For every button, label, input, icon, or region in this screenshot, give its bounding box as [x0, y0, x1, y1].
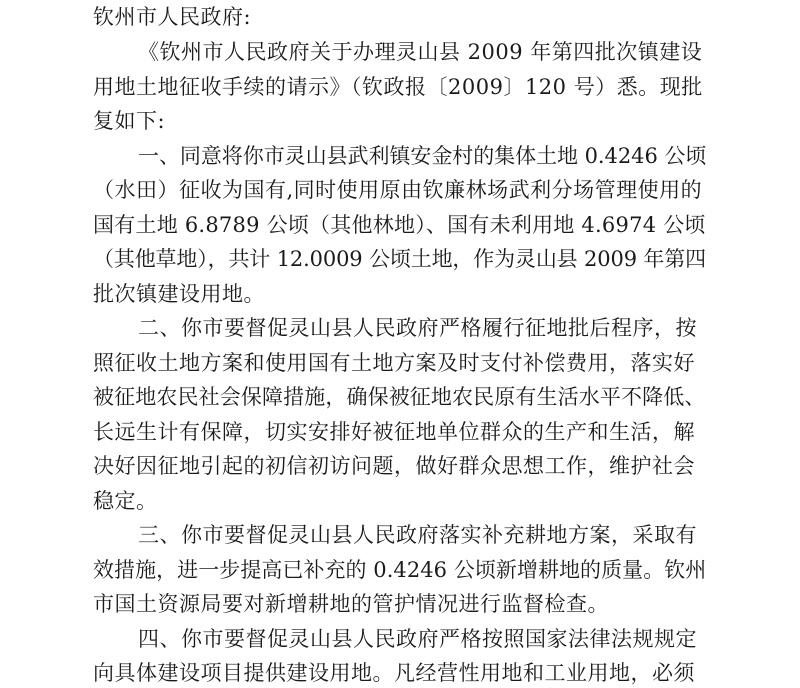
text-line: 稳定。 [93, 489, 158, 513]
text-line: 二、你市要督促灵山县人民政府严格履行征地批后程序，按 [138, 316, 697, 340]
text-line: 三、你市要督促灵山县人民政府落实补充耕地方案，采取有 [138, 523, 697, 547]
text-line: 被征地农民社会保障措施，确保被征地农民原有生活水平不降低、 [93, 385, 706, 409]
text-line: 长远生计有保障，切实安排好被征地单位群众的生产和生活，解 [93, 420, 695, 444]
text-line: 用地土地征收手续的请示》（钦政报〔2009〕120 号）悉。现批 [93, 75, 703, 99]
text-line: 《钦州市人民政府关于办理灵山县 2009 年第四批次镇建设 [138, 40, 703, 64]
text-line: （其他草地），共计 12.0009 公顷土地，作为灵山县 2009 年第四 [93, 247, 706, 271]
text-line: 一、同意将你市灵山县武利镇安金村的集体土地 0.4246 公顷 [138, 144, 707, 168]
text-line: 四、你市要督促灵山县人民政府严格按照国家法律法规规定 [138, 627, 697, 651]
text-line: 复如下: [93, 109, 166, 133]
text-line: 国有土地 6.8789 公顷（其他林地）、国有未利用地 4.6974 公顷 [93, 213, 706, 237]
text-line: 效措施，进一步提高已补充的 0.4246 公顷新增耕地的质量。钦州 [93, 558, 707, 582]
text-line: 市国土资源局要对新增耕地的管护情况进行监督检查。 [93, 592, 609, 616]
text-line: 照征收土地方案和使用国有土地方案及时支付补偿费用，落实好 [93, 351, 695, 375]
text-line: 决好因征地引起的初信初访问题，做好群众思想工作，维护社会 [93, 454, 695, 478]
text-line: 向具体建设项目提供建设用地。凡经营性用地和工业用地，必须 [93, 661, 695, 685]
text-line: 批次镇建设用地。 [93, 282, 265, 306]
text-line: （水田）征收为国有,同时使用原由钦廉林场武利分场管理使用的 [93, 178, 703, 202]
addressee: 钦州市人民政府: [93, 5, 252, 29]
